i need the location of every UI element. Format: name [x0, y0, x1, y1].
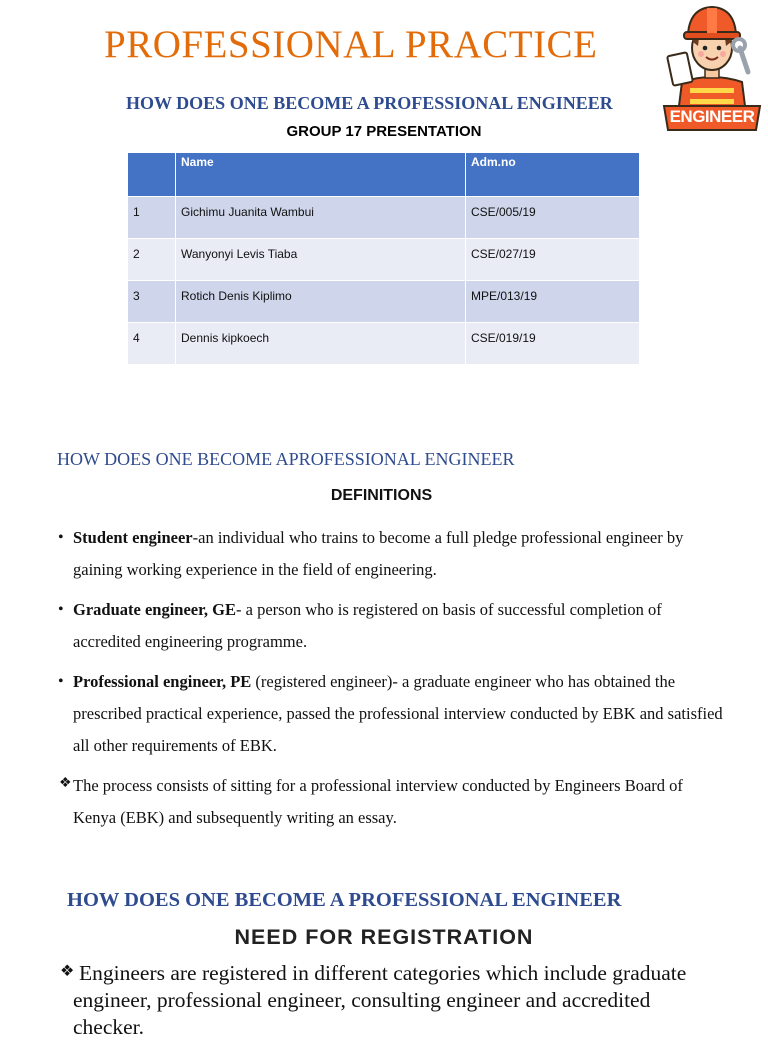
definition-student-engineer — [73, 522, 723, 586]
row-index: 4 — [128, 323, 176, 365]
table-row — [128, 239, 640, 281]
bullet-icon: • — [58, 601, 64, 618]
row-adm-no: CSE/005/19 — [466, 197, 640, 239]
row-adm-no: CSE/027/19 — [466, 239, 640, 281]
header-adm-no: Adm.no — [466, 153, 640, 197]
engineer-mascot-icon — [660, 2, 764, 132]
row-name: Rotich Denis Kiplimo — [176, 281, 466, 323]
table-row — [128, 281, 640, 323]
row-index: 2 — [128, 239, 176, 281]
row-name: Gichimu Juanita Wambui — [176, 197, 466, 239]
header-index — [128, 153, 176, 197]
row-index: 3 — [128, 281, 176, 323]
registration-note — [73, 960, 713, 1041]
row-name: Wanyonyi Levis Tiaba — [176, 239, 466, 281]
row-index: 1 — [128, 197, 176, 239]
definition-term: Graduate engineer, GE — [73, 600, 237, 619]
bullet-icon: • — [58, 673, 64, 690]
definition-term: Student engineer — [73, 528, 193, 547]
table-header-row — [128, 153, 640, 197]
row-adm-no: CSE/019/19 — [466, 323, 640, 365]
diamond-bullet-icon: ❖ — [59, 776, 72, 791]
process-note: The process consists of sitting for a professional interview conducted by Engineers Board of Kenya (EBK) and subsequently writing an essay. — [73, 776, 683, 827]
definition-professional-engineer — [73, 666, 723, 762]
registration-note-text: Engineers are registered in different categories which include graduate engineer, professional engineer, consulting engineer and accredited checker. — [73, 961, 687, 1039]
engineer-badge-label: ENGINEER — [669, 107, 755, 126]
definition-text: - a person who is registered on basis of successful completion of accredited engineering programme. — [73, 600, 662, 651]
section-heading-2: HOW DOES ONE BECOME APROFESSIONAL ENGINEER — [57, 449, 515, 469]
table-row — [128, 323, 640, 365]
page-title: PROFESSIONAL PRACTICE — [104, 23, 598, 66]
definition-text: (registered engineer)- a graduate engineer who has obtained the prescribed practical experience, passed the professional interview conducted by EBK and satisfied all other requirements of EBK. — [73, 672, 723, 755]
group-label: GROUP 17 PRESENTATION — [286, 123, 482, 140]
members-table — [128, 153, 640, 365]
definition-term: Professional engineer, PE — [73, 672, 252, 691]
section-heading-1: HOW DOES ONE BECOME A PROFESSIONAL ENGINEER — [126, 93, 613, 113]
diamond-bullet-icon: ❖ — [60, 963, 75, 980]
row-adm-no: MPE/013/19 — [466, 281, 640, 323]
table-row — [128, 197, 640, 239]
definition-graduate-engineer — [73, 594, 723, 658]
section-heading-3: HOW DOES ONE BECOME A PROFESSIONAL ENGINEER — [67, 889, 622, 911]
need-for-registration-label: NEED FOR REGISTRATION — [234, 925, 534, 949]
bullet-icon: • — [58, 529, 64, 546]
header-name: Name — [176, 153, 466, 197]
row-name: Dennis kipkoech — [176, 323, 466, 365]
definition-text: -an individual who trains to become a full pledge professional engineer by gaining working experience in the field of engineering. — [73, 528, 684, 579]
definitions-label: DEFINITIONS — [330, 487, 433, 504]
